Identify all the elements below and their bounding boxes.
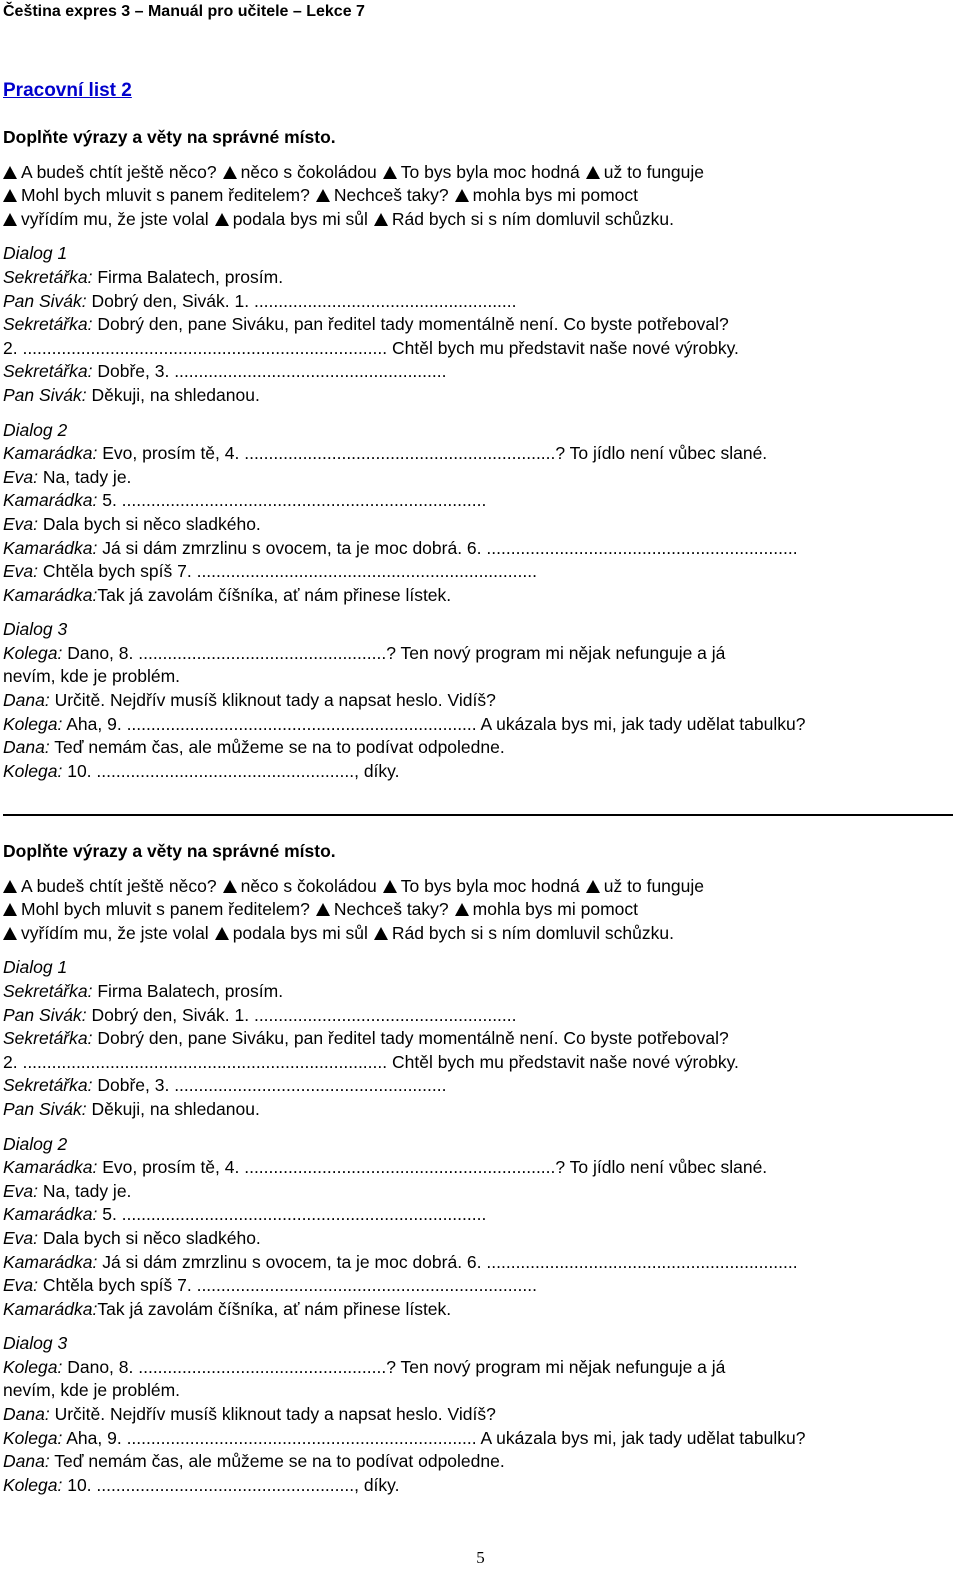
speaker-name: Kamarádka: [3, 584, 98, 605]
dialog-text: Já si dám zmrzlinu s ovocem, ta je moc dobrá. 6. ................................................................ [97, 1251, 798, 1272]
speaker-name: Eva: [3, 561, 39, 582]
dialog-line [3, 760, 958, 784]
dialog-line [3, 689, 958, 713]
word-bank-text: vyřídím mu, že jste volal [21, 208, 209, 229]
speaker-name: Pan Sivák: [3, 1098, 87, 1119]
dialog-line [3, 1356, 958, 1380]
dialog-text: 10. ....................................................., díky. [62, 1474, 400, 1495]
dialog-block [3, 618, 958, 783]
word-bank-text: něco s čokoládou [240, 875, 377, 896]
dialog-line [3, 537, 958, 561]
word-bank-item [3, 162, 217, 182]
speaker-name: Eva: [3, 1275, 39, 1296]
speaker-name: Kolega: [3, 1356, 63, 1377]
dialog-line [3, 1098, 958, 1122]
dialog-text: Teď nemám čas, ale můžeme se na to podívat odpoledne. [49, 737, 505, 758]
dialog-line [3, 1156, 958, 1180]
dialog-line [3, 1227, 958, 1251]
dialog-text: Dobrý den, pane Siváku, pan ředitel tady momentálně není. Co byste potřeboval? [92, 314, 729, 335]
dialog-line [3, 1474, 958, 1498]
dialog-text: 5. ........................................................................... [97, 1204, 487, 1225]
dialog-line [3, 560, 958, 584]
word-bank-item [3, 185, 310, 205]
speaker-name: Kamarádka: [3, 1298, 98, 1319]
dialog-text: Děkuji, na shledanou. [86, 384, 260, 405]
triangle-bullet-icon [3, 189, 17, 202]
dialog-line [3, 980, 958, 1004]
triangle-bullet-icon [374, 927, 388, 940]
dialog-text: 2. ........................................................................... Chtěl bych mu představit naše nové výrobky. [3, 1051, 739, 1072]
dialog-line [3, 290, 958, 314]
speaker-name: Pan Sivák: [3, 384, 87, 405]
dialog-text: Tak já zavolám číšníka, ať nám přinese lístek. [97, 584, 452, 605]
dialog-text: Dano, 8. ...................................................? Ten nový program mi nějak nefunguje a já [62, 642, 726, 663]
dialog-line [3, 466, 958, 490]
speaker-name: Kolega: [3, 1427, 63, 1448]
dialog-text: nevím, kde je problém. [3, 666, 181, 687]
dialog-title: Dialog 1 [3, 957, 68, 978]
word-bank-item [3, 899, 310, 919]
word-bank-text: Rád bych si s ním domluvil schůzku. [391, 922, 674, 943]
word-bank-item [223, 876, 377, 896]
dialog-text: Teď nemám čas, ale můžeme se na to podívat odpoledne. [49, 1451, 505, 1472]
dialog-line [3, 1004, 958, 1028]
word-bank-item [215, 209, 368, 229]
word-bank-row [3, 184, 958, 208]
dialog-line [3, 384, 958, 408]
word-bank-text: už to funguje [603, 875, 704, 896]
speaker-name: Sekretářka: [3, 314, 93, 335]
word-bank-item [374, 923, 674, 943]
exercise-instruction: Doplňte výrazy a věty na správné místo. [3, 841, 336, 861]
word-bank-text: už to funguje [603, 161, 704, 182]
word-bank-text: A budeš chtít ještě něco? [21, 875, 217, 896]
dialog-line [3, 337, 958, 361]
word-bank-item [316, 185, 449, 205]
word-bank-text: podala bys mi sůl [232, 922, 368, 943]
speaker-name: Sekretářka: [3, 1075, 93, 1096]
word-bank-item [383, 162, 580, 182]
dialog-block [3, 419, 958, 608]
word-bank-text: Mohl bych mluvit s panem ředitelem? [21, 899, 310, 920]
triangle-bullet-icon [586, 166, 600, 179]
word-bank-text: podala bys mi sůl [232, 208, 368, 229]
word-bank-item [316, 899, 449, 919]
dialog-text: Dobře, 3. ........................................................ [92, 361, 447, 382]
dialog-line [3, 736, 958, 760]
dialog-title: Dialog 1 [3, 243, 68, 264]
dialog-line [3, 1203, 958, 1227]
section-divider [3, 814, 953, 816]
dialog-line [3, 1251, 958, 1275]
speaker-name: Pan Sivák: [3, 290, 87, 311]
exercise-instruction: Doplňte výrazy a věty na správné místo. [3, 127, 336, 147]
triangle-bullet-icon [223, 166, 237, 179]
worksheet-title-link[interactable]: Pracovní list 2 [3, 80, 132, 101]
dialog-line [3, 1274, 958, 1298]
dialog-title: Dialog 3 [3, 619, 68, 640]
dialog-text: Já si dám zmrzlinu s ovocem, ta je moc dobrá. 6. ................................................................ [97, 537, 798, 558]
word-bank-text: To bys byla moc hodná [400, 875, 580, 896]
word-bank-text: něco s čokoládou [240, 161, 377, 182]
exercise-section-1 [3, 126, 958, 783]
word-bank-text: Mohl bych mluvit s panem ředitelem? [21, 185, 310, 206]
dialog-text: nevím, kde je problém. [3, 1380, 181, 1401]
word-bank-text: To bys byla moc hodná [400, 161, 580, 182]
speaker-name: Kolega: [3, 713, 63, 734]
word-bank-text: mohla bys mi pomoct [472, 899, 638, 920]
word-bank-item [3, 876, 217, 896]
dialog-line [3, 1074, 958, 1098]
word-bank [3, 161, 958, 232]
dialog-text: Určitě. Nejdřív musíš kliknout tady a napsat heslo. Vidíš? [49, 690, 496, 711]
speaker-name: Sekretářka: [3, 361, 93, 382]
speaker-name: Pan Sivák: [3, 1004, 87, 1025]
speaker-name: Kolega: [3, 760, 63, 781]
dialog-line [3, 584, 958, 608]
speaker-name: Eva: [3, 466, 39, 487]
speaker-name: Kamarádka: [3, 1251, 98, 1272]
word-bank-item [223, 162, 377, 182]
speaker-name: Sekretářka: [3, 266, 93, 287]
dialog-text: Evo, prosím tě, 4. ................................................................? To jídlo není vůbec slané. [97, 1157, 768, 1178]
speaker-name: Kamarádka: [3, 490, 98, 511]
dialog-title: Dialog 3 [3, 1333, 68, 1354]
speaker-name: Kamarádka: [3, 1204, 98, 1225]
speaker-name: Kamarádka: [3, 1157, 98, 1178]
dialog-text: Dano, 8. ...................................................? Ten nový program mi nějak nefunguje a já [62, 1356, 726, 1377]
dialog-text: Dobře, 3. ........................................................ [92, 1075, 447, 1096]
dialog-block [3, 1133, 958, 1322]
dialog-line [3, 489, 958, 513]
dialog-line [3, 642, 958, 666]
dialog-text: 10. ....................................................., díky. [62, 760, 400, 781]
word-bank-item [586, 162, 704, 182]
dialog-text: Chtěla bych spíš 7. ...................................................................... [38, 1275, 537, 1296]
triangle-bullet-icon [3, 213, 17, 226]
word-bank-text: vyřídím mu, že jste volal [21, 922, 209, 943]
word-bank-text: mohla bys mi pomoct [472, 185, 638, 206]
dialog-text: Firma Balatech, prosím. [92, 266, 284, 287]
dialog-block [3, 242, 958, 407]
dialog-title: Dialog 2 [3, 419, 68, 440]
word-bank-item [3, 923, 209, 943]
dialog-text: Dala bych si něco sladkého. [38, 513, 261, 534]
dialog-line [3, 1403, 958, 1427]
dialog-line [3, 1298, 958, 1322]
word-bank-row [3, 208, 958, 232]
speaker-name: Dana: [3, 1451, 50, 1472]
speaker-name: Eva: [3, 513, 39, 534]
page-number: 5 [476, 1548, 485, 1567]
dialog-text: Dala bych si něco sladkého. [38, 1227, 261, 1248]
speaker-name: Dana: [3, 737, 50, 758]
speaker-name: Kolega: [3, 1474, 63, 1495]
triangle-bullet-icon [586, 880, 600, 893]
dialog-line [3, 1027, 958, 1051]
triangle-bullet-icon [316, 903, 330, 916]
speaker-name: Eva: [3, 1180, 39, 1201]
triangle-bullet-icon [3, 880, 17, 893]
word-bank-text: A budeš chtít ještě něco? [21, 161, 217, 182]
speaker-name: Sekretářka: [3, 1028, 93, 1049]
dialog-text: Dobrý den, Sivák. 1. ...................................................... [86, 290, 517, 311]
triangle-bullet-icon [3, 166, 17, 179]
triangle-bullet-icon [455, 189, 469, 202]
dialog-text: Evo, prosím tě, 4. ................................................................? To jídlo není vůbec slané. [97, 443, 768, 464]
dialog-line [3, 1180, 958, 1204]
word-bank-row [3, 898, 958, 922]
word-bank-row [3, 161, 958, 185]
word-bank-item [586, 876, 704, 896]
word-bank-item [455, 899, 638, 919]
dialog-line [3, 442, 958, 466]
dialog-text: Dobrý den, Sivák. 1. ...................................................... [86, 1004, 517, 1025]
exercise-section-2 [3, 840, 958, 1497]
dialog-line [3, 1379, 958, 1403]
dialog-block [3, 956, 958, 1121]
dialog-text: 5. ........................................................................... [97, 490, 487, 511]
dialog-text: Tak já zavolám číšníka, ať nám přinese lístek. [97, 1298, 452, 1319]
triangle-bullet-icon [383, 166, 397, 179]
dialog-text: Na, tady je. [38, 466, 132, 487]
triangle-bullet-icon [223, 880, 237, 893]
dialog-line [3, 313, 958, 337]
word-bank [3, 875, 958, 946]
dialog-text: Chtěla bych spíš 7. ...................................................................... [38, 561, 537, 582]
dialog-title: Dialog 2 [3, 1133, 68, 1154]
triangle-bullet-icon [215, 213, 229, 226]
dialog-line [3, 713, 958, 737]
word-bank-text: Nechceš taky? [333, 185, 449, 206]
dialog-line [3, 360, 958, 384]
triangle-bullet-icon [3, 903, 17, 916]
dialog-line [3, 513, 958, 537]
speaker-name: Kamarádka: [3, 537, 98, 558]
triangle-bullet-icon [3, 927, 17, 940]
word-bank-item [3, 209, 209, 229]
dialog-line [3, 1450, 958, 1474]
dialog-text: 2. ........................................................................... Chtěl bych mu představit naše nové výrobky. [3, 337, 739, 358]
word-bank-item [374, 209, 674, 229]
triangle-bullet-icon [215, 927, 229, 940]
triangle-bullet-icon [374, 213, 388, 226]
word-bank-text: Rád bych si s ním domluvil schůzku. [391, 208, 674, 229]
triangle-bullet-icon [316, 189, 330, 202]
speaker-name: Kamarádka: [3, 443, 98, 464]
speaker-name: Kolega: [3, 642, 63, 663]
word-bank-item [215, 923, 368, 943]
dialog-line [3, 665, 958, 689]
dialog-block [3, 1332, 958, 1497]
dialog-line [3, 1427, 958, 1451]
word-bank-item [383, 876, 580, 896]
speaker-name: Dana: [3, 690, 50, 711]
speaker-name: Dana: [3, 1404, 50, 1425]
dialog-text: Firma Balatech, prosím. [92, 980, 284, 1001]
dialog-text: Na, tady je. [38, 1180, 132, 1201]
dialog-line [3, 266, 958, 290]
speaker-name: Sekretářka: [3, 980, 93, 1001]
page-header: Čeština expres 3 – Manuál pro učitele – Lekce 7 [3, 3, 365, 20]
dialog-text: Určitě. Nejdřív musíš kliknout tady a napsat heslo. Vidíš? [49, 1404, 496, 1425]
dialog-text: Aha, 9. ........................................................................ A ukázala bys mi, jak tady udělat tabulku? [62, 1427, 806, 1448]
dialog-text: Děkuji, na shledanou. [86, 1098, 260, 1119]
word-bank-item [455, 185, 638, 205]
speaker-name: Eva: [3, 1227, 39, 1248]
triangle-bullet-icon [455, 903, 469, 916]
dialog-text: Aha, 9. ........................................................................ A ukázala bys mi, jak tady udělat tabulku? [62, 713, 806, 734]
dialog-text: Dobrý den, pane Siváku, pan ředitel tady momentálně není. Co byste potřeboval? [92, 1028, 729, 1049]
dialog-line [3, 1051, 958, 1075]
word-bank-row [3, 875, 958, 899]
word-bank-row [3, 922, 958, 946]
triangle-bullet-icon [383, 880, 397, 893]
word-bank-text: Nechceš taky? [333, 899, 449, 920]
